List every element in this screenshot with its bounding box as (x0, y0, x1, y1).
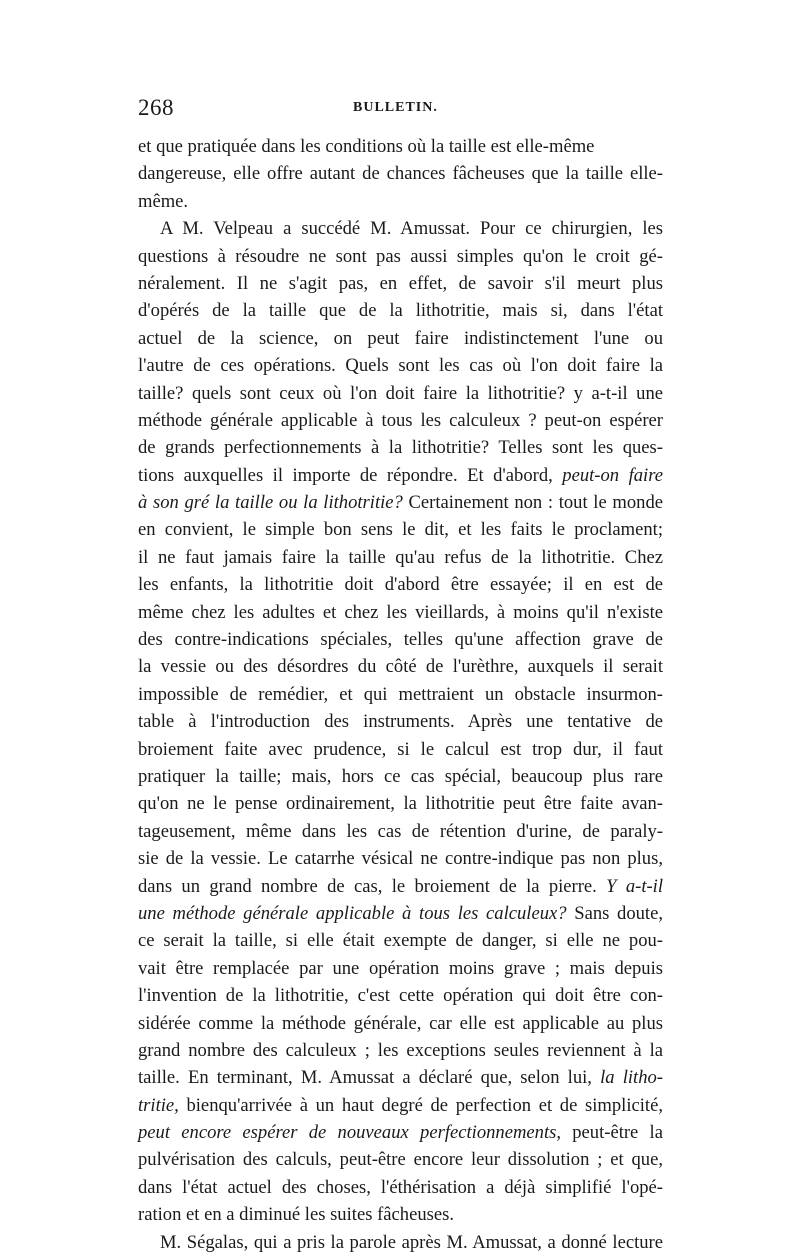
text-line: questions à résoudre ne sont pas aussi simples qu'on le croit gé- (138, 245, 663, 267)
text-line: dans l'état actuel des choses, l'éthérisation a déjà simplifié l'opé- (138, 1176, 663, 1198)
italic-question: peut-on faire (562, 464, 663, 486)
text-line: pratiquer la taille; mais, hors ce cas spécial, beaucoup plus rare (138, 765, 663, 787)
text-line: dangereuse, elle offre autant de chances fâcheuses que la taille elle- (138, 163, 663, 185)
text-line: impossible de remédier, et qui mettraient un obstacle insurmon- (138, 683, 663, 705)
text-line: taille? quels sont ceux où l'on doit faire la lithotritie? y a-t-il une (138, 382, 663, 404)
text-line: broiement faite avec prudence, si le calcul est trop dur, il faut (138, 738, 663, 760)
text-line: à son gré la taille ou la lithotritie? Certainement non : tout le monde (138, 492, 663, 514)
italic-phrase: peut encore espérer de nouveaux perfectionnements (138, 1122, 557, 1144)
text-line: de grands perfectionnements à la lithotritie? Telles sont les ques- (138, 437, 663, 459)
text-line: il ne faut jamais faire la taille qu'au refus de la lithotritie. Chez (138, 546, 663, 568)
text-line: vait être remplacée par une opération moins grave ; mais depuis (138, 957, 663, 979)
running-head (138, 95, 668, 125)
text-line: sie de la vessie. Le catarrhe vésical ne contre-indique pas non plus, (138, 848, 663, 870)
text-line: dans un grand nombre de cas, le broiement de la pierre. Y a-t-il (138, 875, 664, 897)
text-line: tions auxquelles il importe de répondre. Et d'abord, peut-on faire (138, 464, 663, 486)
text-line: qu'on ne le pense ordinairement, la lithotritie peut être faite avan- (138, 793, 663, 815)
text-line: table à l'introduction des instruments. Après une tentative de (138, 711, 663, 733)
italic-phrase: la litho- (600, 1067, 663, 1089)
text-line: une méthode générale applicable à tous les calculeux? Sans doute, (138, 902, 663, 924)
text-line: d'opérés de la taille que de la lithotritie, mais si, dans l'état (138, 300, 663, 322)
text-line: et que pratiquée dans les conditions où la taille est elle-même (138, 136, 595, 157)
text-line: pulvérisation des calculs, peut-être encore leur dissolution ; et que, (138, 1149, 663, 1171)
paragraph-start-line: M. Ségalas, qui a pris la parole après M. Amussat, a donné lecture (160, 1231, 663, 1253)
text-line: en convient, le simple bon sens le dit, et les faits le proclament; (138, 519, 663, 541)
text-line: taille. En terminant, M. Amussat a déclaré que, selon lui, la litho- (138, 1067, 663, 1089)
text-line: l'autre de ces opérations. Quels sont les cas où l'on doit faire la (138, 355, 663, 377)
running-title: BULLETIN. (353, 100, 438, 115)
text-line: tritie, bienqu'arrivée à un haut degré de perfection et de simplicité, (138, 1094, 663, 1116)
text-line: peut encore espérer de nouveaux perfectionnements, peut-être la (138, 1122, 663, 1144)
text-line: ration et en a diminué les suites fâcheuses. (138, 1204, 454, 1226)
text-line: même chez les adultes et chez les vieillards, à moins qu'il n'existe (138, 601, 663, 623)
italic-question: une méthode générale applicable à tous les calculeux? (138, 902, 567, 924)
italic-question: à son gré la taille ou la lithotritie? (138, 492, 403, 514)
page-number: 268 (138, 95, 174, 120)
text-line: tageusement, même dans les cas de rétention d'urine, de paraly- (138, 820, 663, 842)
text-line: néralement. Il ne s'agit pas, en effet, de savoir s'il meurt plus (138, 272, 663, 294)
text-line: grand nombre des calculeux ; les exceptions seules reviennent à la (138, 1039, 663, 1061)
text-line: les enfants, la lithotritie doit d'abord être essayée; il en est de (138, 574, 663, 596)
text-line: des contre-indications spéciales, telles qu'une affection grave de (138, 629, 663, 651)
text-line: sidérée comme la méthode générale, car elle est applicable au plus (138, 1012, 663, 1034)
text-line: ce serait la taille, si elle était exempte de danger, si elle ne pou- (138, 930, 663, 952)
paragraph-start-line: A M. Velpeau a succédé M. Amussat. Pour ce chirurgien, les (160, 218, 663, 240)
text-line: actuel de la science, on peut faire indistinctement l'une ou (138, 327, 663, 349)
body-text (138, 133, 663, 1256)
italic-phrase: tritie, (138, 1094, 179, 1116)
text-line: même. (138, 190, 189, 212)
text-line: l'invention de la lithotritie, c'est cette opération qui doit être con- (138, 985, 663, 1007)
italic-question: Y a-t-il (606, 875, 664, 897)
text-line: méthode générale applicable à tous les calculeux ? peut-on espérer (138, 409, 663, 431)
text-line: la vessie ou des désordres du côté de l'urèthre, auxquels il serait (138, 656, 663, 678)
